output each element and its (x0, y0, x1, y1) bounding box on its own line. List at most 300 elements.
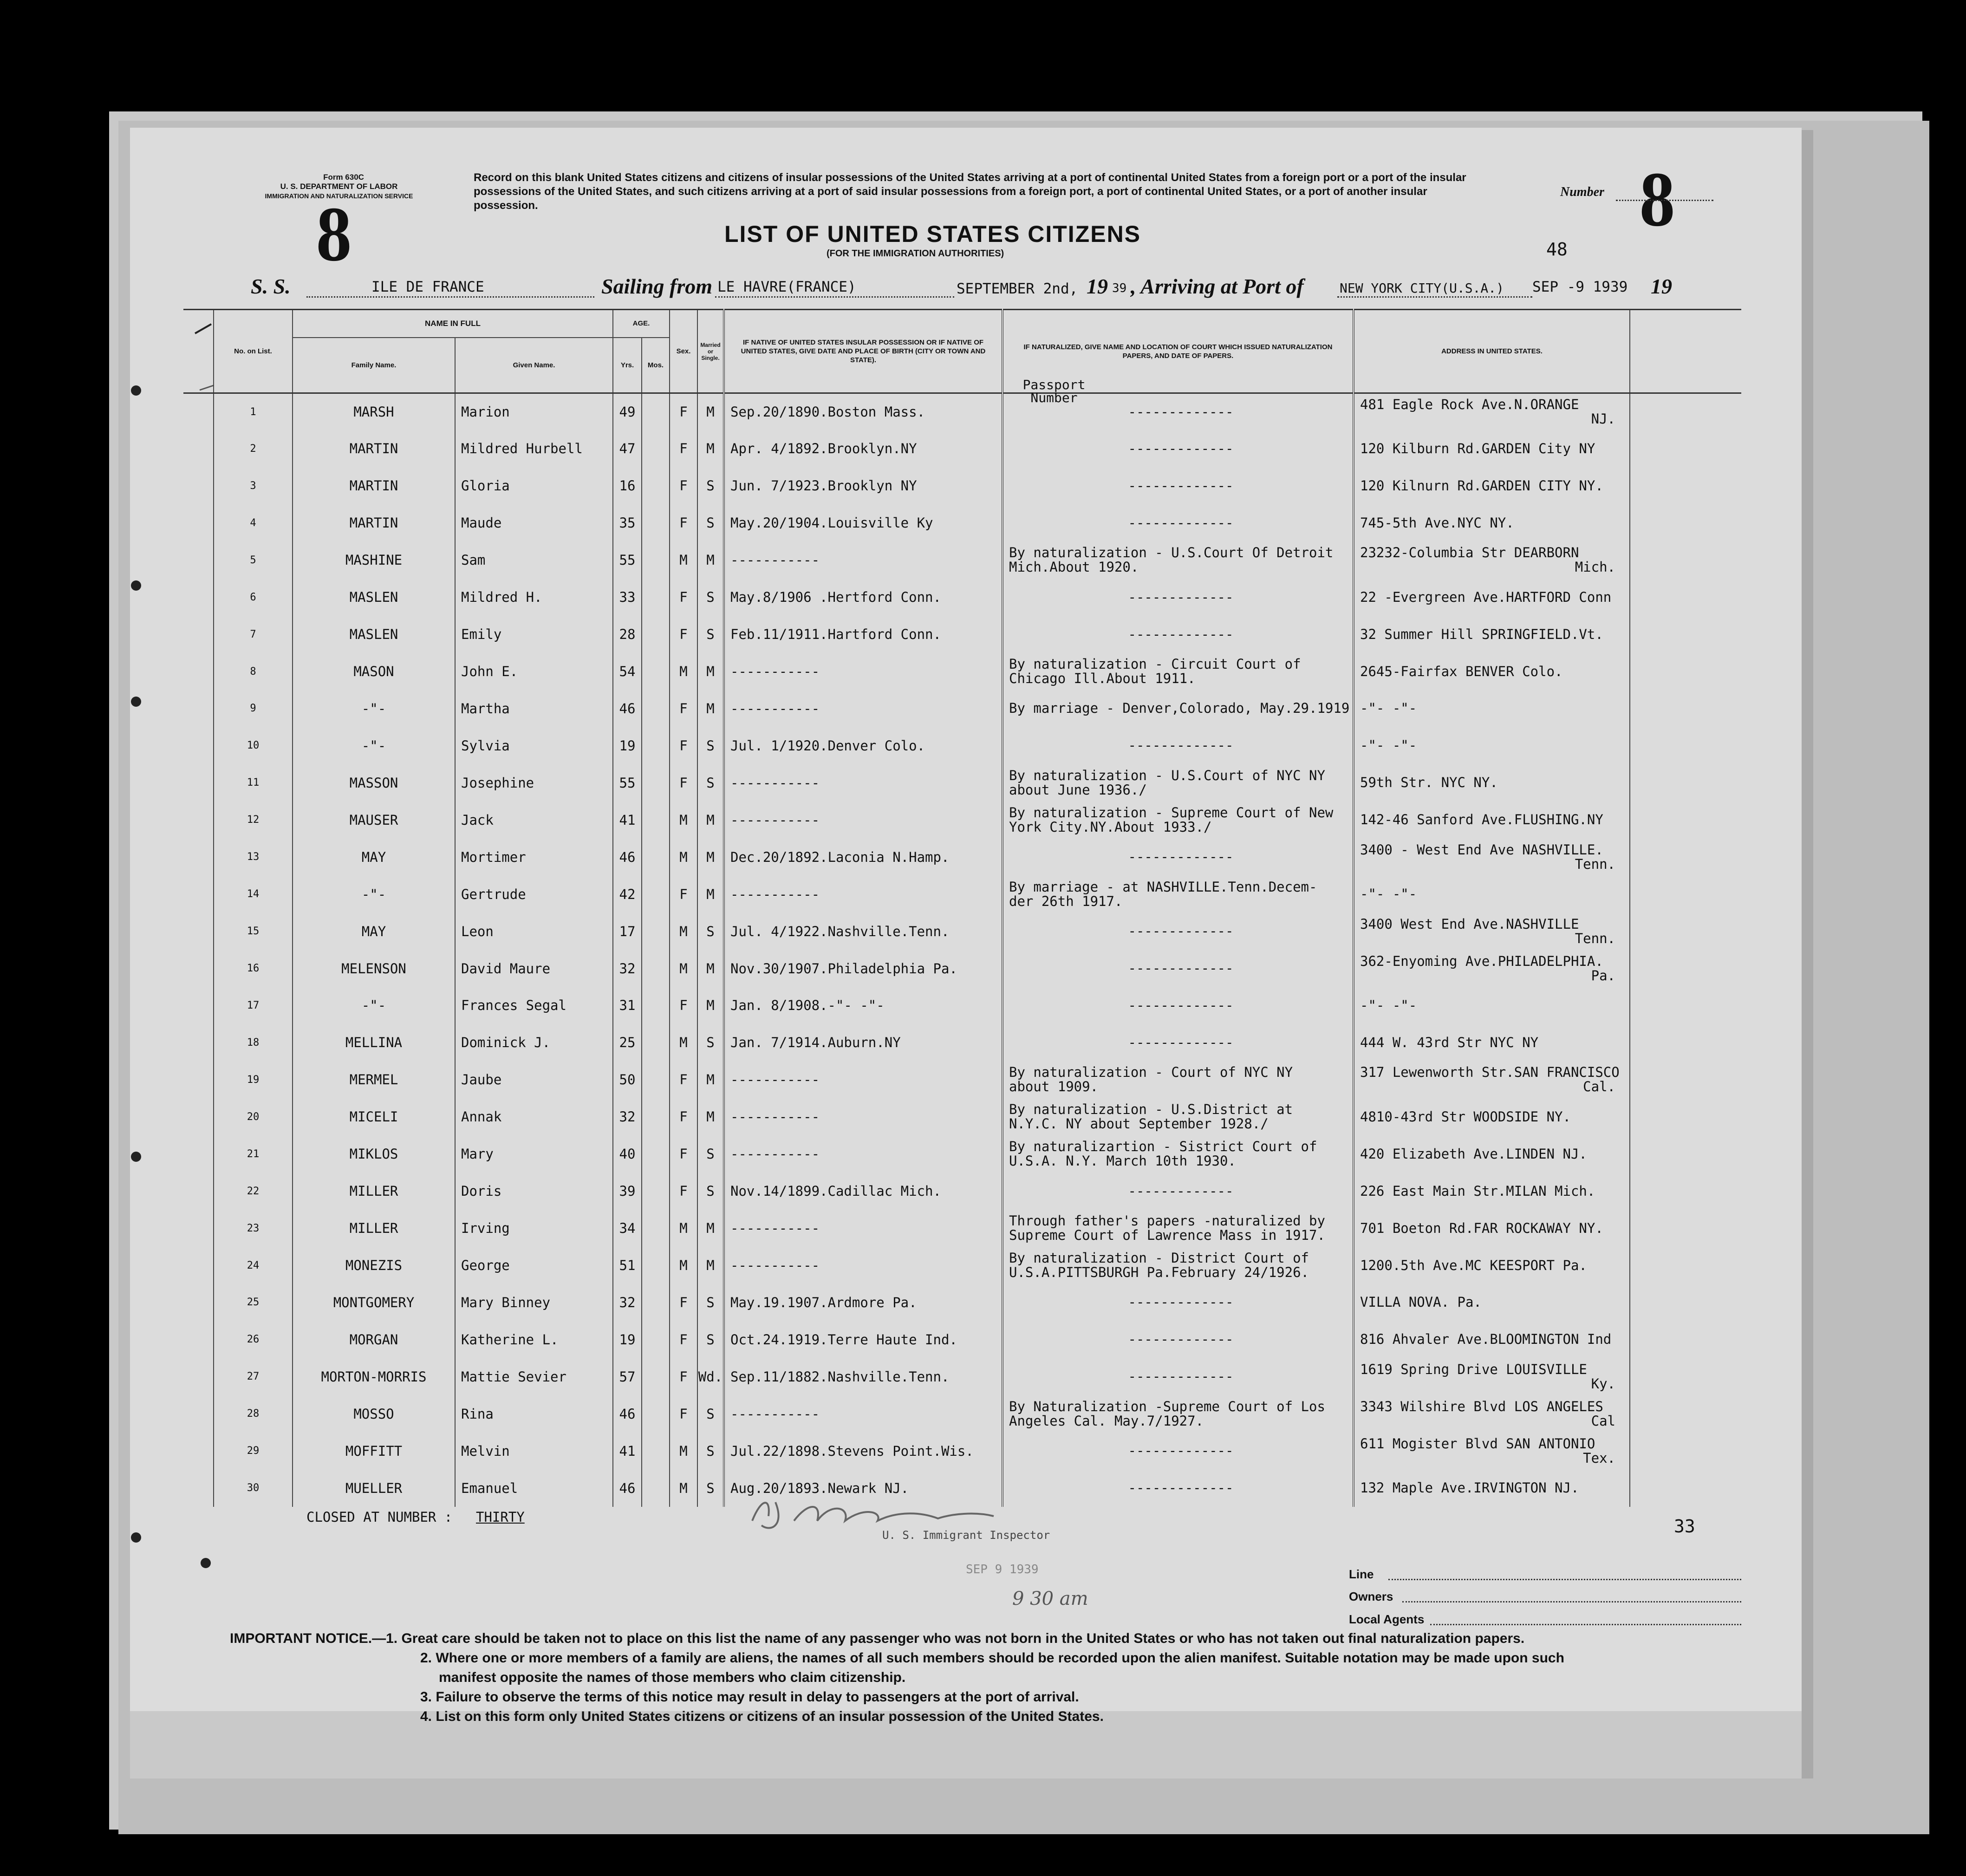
time-note: 9 30 am (1012, 1588, 1088, 1609)
page-mark: 48 (1546, 239, 1568, 260)
extra-cell (1630, 1135, 1741, 1172)
address (1354, 430, 1630, 467)
col-header-age: AGE. (613, 310, 670, 338)
table-row (183, 1321, 1741, 1358)
row-check-cell (183, 1247, 214, 1284)
address (1354, 764, 1630, 801)
passport-number (1002, 1108, 1003, 1124)
age-years: 49 (613, 393, 642, 430)
marital-status: M (697, 541, 724, 579)
birth-cell (724, 541, 1003, 579)
marital-status: S (697, 1470, 724, 1507)
given-name: Rina (455, 1395, 613, 1433)
naturalization-info (1003, 1024, 1354, 1061)
passport-number (1002, 626, 1003, 642)
address (1354, 913, 1630, 950)
address-line-1: 481 Eagle Rock Ave.N.ORANGE (1360, 397, 1579, 413)
table-row (183, 950, 1741, 987)
mos-cell (642, 1135, 670, 1172)
mos-cell (642, 1172, 670, 1210)
birth-cell (724, 1358, 1003, 1395)
given-name: Gloria (455, 467, 613, 504)
marital-status: S (697, 579, 724, 616)
naturalization-line-1: ------------- (1128, 589, 1234, 605)
sex: M (670, 1470, 697, 1507)
address-line-1: 120 Kilburn Rd.GARDEN City NY (1360, 440, 1595, 456)
family-name: MUELLER (293, 1470, 455, 1507)
marital-status: M (697, 1061, 724, 1098)
marital-status: S (697, 1395, 724, 1433)
birth-info: ----------- (730, 775, 820, 791)
passport-number (1002, 515, 1003, 530)
address-line-1: 3400 - West End Ave NASHVILLE. (1360, 841, 1603, 858)
given-name: David Maure (455, 950, 613, 987)
age-years: 39 (613, 1172, 642, 1210)
birth-info: Oct.24.1919.Terre Haute Ind. (730, 1331, 957, 1348)
birth-info: May.8/1906 .Hertford Conn. (730, 589, 941, 606)
naturalization-line-1: ------------- (1128, 1294, 1234, 1310)
mos-cell (642, 1247, 670, 1284)
birth-info: ----------- (730, 1109, 820, 1125)
address-line-1: 120 Kilnurn Rd.GARDEN CITY NY. (1360, 477, 1603, 494)
row-number: 23 (214, 1210, 293, 1247)
birth-info: Apr. 4/1892.Brooklyn.NY (730, 441, 917, 457)
marital-status: S (697, 1024, 724, 1061)
marital-status: S (697, 616, 724, 653)
punch-hole (131, 1532, 141, 1543)
passport-number (1002, 812, 1003, 827)
naturalization-info (1003, 1321, 1354, 1358)
naturalization-line-2: U.S.A. N.Y. March 10th 1930. (1009, 1153, 1236, 1169)
sex: M (670, 541, 697, 579)
address (1354, 1284, 1630, 1321)
age-years: 35 (613, 504, 642, 541)
extra-cell (1630, 1247, 1741, 1284)
row-number: 21 (214, 1135, 293, 1172)
birth-info: ----------- (730, 1220, 820, 1237)
birth-cell (724, 950, 1003, 987)
birth-cell (724, 504, 1003, 541)
row-number: 29 (214, 1433, 293, 1470)
row-check-cell (183, 616, 214, 653)
extra-cell (1630, 1172, 1741, 1210)
age-years: 47 (613, 430, 642, 467)
family-name: MORTON-MORRIS (293, 1358, 455, 1395)
row-number: 22 (214, 1172, 293, 1210)
port-underline (1337, 296, 1532, 298)
family-name: -"- (293, 987, 455, 1024)
row-check-cell (183, 1210, 214, 1247)
notice-2a: 2. Where one or more members of a family are aliens, the names of all such members should be recorded upon the alien manifest. Suitable notation may be made upon such (420, 1650, 1564, 1666)
row-check-cell (183, 1061, 214, 1098)
mos-cell (642, 1395, 670, 1433)
row-number: 5 (214, 541, 293, 579)
notice-heading: IMPORTANT NOTICE. (230, 1631, 372, 1646)
given-name: Leon (455, 913, 613, 950)
table-row (183, 727, 1741, 764)
row-number: 4 (214, 504, 293, 541)
table-row (183, 876, 1741, 913)
passport-number (1002, 552, 1003, 567)
address (1354, 616, 1630, 653)
sex: M (670, 950, 697, 987)
sailing-label: Sailing from (601, 274, 713, 298)
address-line-1: -"- -"- (1360, 886, 1417, 902)
age-years: 57 (613, 1358, 642, 1395)
table-row (183, 393, 1741, 430)
naturalization-line-1: By marriage - at NASHVILLE.Tenn.Decem- (1009, 879, 1317, 895)
birth-cell (724, 393, 1003, 430)
sex: F (670, 1172, 697, 1210)
row-check-cell (183, 876, 214, 913)
page-total: 33 (1674, 1516, 1695, 1537)
given-name: Mary Binney (455, 1284, 613, 1321)
extra-cell (1630, 876, 1741, 913)
birth-cell (724, 1247, 1003, 1284)
address-line-1: 3400 West End Ave.NASHVILLE (1360, 916, 1579, 932)
extra-cell (1630, 1470, 1741, 1507)
row-check-cell (183, 1395, 214, 1433)
passport-number (1002, 663, 1003, 679)
col-header-sex: Sex. (670, 310, 697, 393)
sex: F (670, 1321, 697, 1358)
table-row (183, 690, 1741, 727)
address (1354, 1395, 1630, 1433)
passport-header: Passport Number (1022, 377, 1086, 405)
address (1354, 1433, 1630, 1470)
row-check-cell (183, 1470, 214, 1507)
mos-cell (642, 1284, 670, 1321)
mos-cell (642, 1433, 670, 1470)
sex: F (670, 616, 697, 653)
naturalization-line-1: ------------- (1128, 1183, 1234, 1199)
sex: F (670, 690, 697, 727)
table-row (183, 764, 1741, 801)
sex: M (670, 1210, 697, 1247)
row-check-cell (183, 1284, 214, 1321)
extra-cell (1630, 616, 1741, 653)
address-line-1: 2645-Fairfax BENVER Colo. (1360, 663, 1563, 679)
arriving-port: NEW YORK CITY(U.S.A.) (1340, 280, 1504, 296)
passport-number (1002, 1257, 1003, 1273)
year2: 19 (1651, 274, 1672, 298)
row-check-cell (183, 913, 214, 950)
marital-status: S (697, 467, 724, 504)
birth-cell (724, 876, 1003, 913)
given-name: Irving (455, 1210, 613, 1247)
age-years: 19 (613, 1321, 642, 1358)
family-name: MELLINA (293, 1024, 455, 1061)
sex: F (670, 1135, 697, 1172)
extra-cell (1630, 541, 1741, 579)
ship-underline (306, 296, 594, 298)
birth-info: Jul. 1/1920.Denver Colo. (730, 737, 925, 754)
address-line-1: 816 Ahvaler Ave.BLOOMINGTON Ind (1360, 1331, 1612, 1348)
naturalization-info (1003, 541, 1354, 579)
given-name: Martha (455, 690, 613, 727)
table-row (183, 1024, 1741, 1061)
age-years: 34 (613, 1210, 642, 1247)
given-name: Mildred H. (455, 579, 613, 616)
age-years: 55 (613, 541, 642, 579)
row-check-cell (183, 653, 214, 690)
row-number: 2 (214, 430, 293, 467)
naturalization-info (1003, 913, 1354, 950)
family-name: MONEZIS (293, 1247, 455, 1284)
birth-info: Jul. 4/1922.Nashville.Tenn. (730, 923, 950, 939)
family-name: -"- (293, 876, 455, 913)
extra-cell (1630, 467, 1741, 504)
table-row (183, 987, 1741, 1024)
extra-cell (1630, 727, 1741, 764)
col-header-naturalized: IF NATURALIZED, GIVE NAME AND LOCATION OF COURT WHICH ISSUED NATURALIZATION PAPERS, AND DATE OF PAPERS. (1003, 310, 1354, 393)
mos-cell (642, 393, 670, 430)
row-number: 25 (214, 1284, 293, 1321)
birth-cell (724, 430, 1003, 467)
mos-cell (642, 987, 670, 1024)
address-line-2: Cal. (1583, 1079, 1615, 1095)
notice-1 (230, 1629, 1524, 1648)
passport-number (1002, 960, 1003, 976)
naturalization-info (1003, 1061, 1354, 1098)
sex: F (670, 1395, 697, 1433)
naturalization-line-2: about June 1936./ (1009, 782, 1147, 798)
birth-cell (724, 913, 1003, 950)
age-years: 32 (613, 1284, 642, 1321)
ss-label: S. S. (251, 274, 291, 298)
family-name: MARTIN (293, 467, 455, 504)
age-years: 40 (613, 1135, 642, 1172)
naturalization-info (1003, 1433, 1354, 1470)
age-years: 25 (613, 1024, 642, 1061)
address-line-1: 142-46 Sanford Ave.FLUSHING.NY (1360, 812, 1603, 828)
given-name: Mary (455, 1135, 613, 1172)
age-years: 46 (613, 839, 642, 876)
sex: M (670, 1247, 697, 1284)
family-name: MELENSON (293, 950, 455, 987)
birth-cell (724, 727, 1003, 764)
naturalization-info (1003, 1135, 1354, 1172)
naturalization-info (1003, 1284, 1354, 1321)
age-years: 19 (613, 727, 642, 764)
marital-status: M (697, 876, 724, 913)
given-name: Jack (455, 801, 613, 839)
address-line-1: 22 -Evergreen Ave.HARTFORD Conn (1360, 589, 1612, 605)
table-row (183, 913, 1741, 950)
birth-info: Jan. 8/1908.-"- -"- (730, 997, 885, 1014)
citizens-table (183, 309, 1741, 1507)
mos-cell (642, 1061, 670, 1098)
birth-info: ----------- (730, 1406, 820, 1422)
col-header-given: Given Name. (455, 338, 613, 393)
extra-cell (1630, 504, 1741, 541)
birth-cell (724, 616, 1003, 653)
ship-name: ILE DE FRANCE (371, 279, 484, 295)
address-line-1: 3343 Wilshire Blvd LOS ANGELES (1360, 1398, 1603, 1414)
address-line-1: 1619 Spring Drive LOUISVILLE (1360, 1361, 1587, 1377)
family-name: MICELI (293, 1098, 455, 1135)
birth-cell (724, 653, 1003, 690)
table-row (183, 1358, 1741, 1395)
given-name: Maude (455, 504, 613, 541)
family-name: MASLEN (293, 579, 455, 616)
address (1354, 579, 1630, 616)
notice-3: 3. Failure to observe the terms of this notice may result in delay to passengers at the port of arrival. (420, 1689, 1079, 1705)
age-years: 32 (613, 1098, 642, 1135)
family-name: MORGAN (293, 1321, 455, 1358)
table-row (183, 1135, 1741, 1172)
naturalization-line-1: ------------- (1128, 477, 1234, 494)
naturalization-info (1003, 876, 1354, 913)
extra-cell (1630, 393, 1741, 430)
table-row (183, 653, 1741, 690)
extra-cell (1630, 1395, 1741, 1433)
row-number: 15 (214, 913, 293, 950)
row-check-cell (183, 839, 214, 876)
marital-status: M (697, 987, 724, 1024)
row-number: 6 (214, 579, 293, 616)
extra-cell (1630, 839, 1741, 876)
owners-label: Owners (1349, 1589, 1393, 1603)
extra-cell (1630, 801, 1741, 839)
address (1354, 1358, 1630, 1395)
age-years: 55 (613, 764, 642, 801)
mos-cell (642, 1321, 670, 1358)
passport-number (1002, 737, 1003, 753)
marital-status: S (697, 727, 724, 764)
row-number: 20 (214, 1098, 293, 1135)
birth-cell (724, 1210, 1003, 1247)
table-row (183, 579, 1741, 616)
sex: F (670, 430, 697, 467)
naturalization-line-1: ------------- (1128, 737, 1234, 754)
naturalization-line-2: N.Y.C. NY about September 1928./ (1009, 1116, 1269, 1132)
table-row (183, 1098, 1741, 1135)
marital-status: S (697, 1321, 724, 1358)
inspector-label: U. S. Immigrant Inspector (882, 1529, 1050, 1542)
table-row (183, 430, 1741, 467)
extra-cell (1630, 1358, 1741, 1395)
naturalization-line-1: ------------- (1128, 1443, 1234, 1459)
line-underline (1388, 1579, 1741, 1580)
address (1354, 653, 1630, 690)
given-name: Emanuel (455, 1470, 613, 1507)
birth-info: ----------- (730, 700, 820, 717)
address (1354, 950, 1630, 987)
row-check-cell (183, 1024, 214, 1061)
birth-info: ----------- (730, 1072, 820, 1088)
given-name: Mattie Sevier (455, 1358, 613, 1395)
age-years: 42 (613, 876, 642, 913)
passport-number (1002, 1183, 1003, 1199)
naturalization-line-1: ------------- (1128, 849, 1234, 865)
naturalization-line-1: By marriage - Denver,Colorado, May.29.1919 (1009, 700, 1350, 717)
address (1354, 1098, 1630, 1135)
naturalization-info (1003, 430, 1354, 467)
address-line-1: 420 Elizabeth Ave.LINDEN NJ. (1360, 1146, 1587, 1162)
table-row (183, 1284, 1741, 1321)
address-line-1: 701 Boeton Rd.FAR ROCKAWAY NY. (1360, 1220, 1603, 1236)
age-years: 28 (613, 616, 642, 653)
address-line-1: 362-Enyoming Ave.PHILADELPHIA. (1360, 953, 1603, 969)
table-row (183, 616, 1741, 653)
family-name: MARTIN (293, 430, 455, 467)
naturalization-info (1003, 690, 1354, 727)
naturalization-info (1003, 467, 1354, 504)
birth-cell (724, 1135, 1003, 1172)
age-years: 32 (613, 950, 642, 987)
age-years: 17 (613, 913, 642, 950)
col-header-name: NAME IN FULL (293, 310, 613, 338)
sex: M (670, 839, 697, 876)
birth-info: ----------- (730, 664, 820, 680)
birth-info: Dec.20/1892.Laconia N.Hamp. (730, 849, 950, 865)
year-prefix: 19 (1087, 274, 1108, 298)
extra-cell (1630, 1024, 1741, 1061)
age-years: 46 (613, 1470, 642, 1507)
row-number: 27 (214, 1358, 293, 1395)
family-name: MASSON (293, 764, 455, 801)
given-name: George (455, 1247, 613, 1284)
sex: F (670, 1358, 697, 1395)
col-header-married: Married or Single. (697, 310, 724, 393)
table-row (183, 839, 1741, 876)
given-name: Sylvia (455, 727, 613, 764)
extra-cell (1630, 653, 1741, 690)
passport-number (1002, 1443, 1003, 1459)
age-years: 41 (613, 801, 642, 839)
mos-cell (642, 1024, 670, 1061)
sex: F (670, 987, 697, 1024)
passport-number (1002, 589, 1003, 605)
punch-hole (131, 1152, 141, 1162)
punch-hole (131, 697, 141, 707)
owners-underline (1402, 1601, 1741, 1602)
naturalization-line-1: ------------- (1128, 1331, 1234, 1348)
given-name: Melvin (455, 1433, 613, 1470)
naturalization-line-1: ------------- (1128, 515, 1234, 531)
naturalization-info (1003, 727, 1354, 764)
birth-info: ----------- (730, 886, 820, 902)
naturalization-line-1: ------------- (1128, 440, 1234, 456)
date-stamp: SEP 9 1939 (966, 1563, 1039, 1576)
row-check-cell (183, 504, 214, 541)
address (1354, 1210, 1630, 1247)
birth-cell (724, 1024, 1003, 1061)
given-name: Emily (455, 616, 613, 653)
given-name: Josephine (455, 764, 613, 801)
row-check-cell (183, 690, 214, 727)
birth-info: May.20/1904.Louisville Ky (730, 515, 933, 531)
naturalization-line-2: Mich.About 1920. (1009, 559, 1139, 575)
naturalization-info (1003, 579, 1354, 616)
birth-cell (724, 690, 1003, 727)
marital-status: M (697, 690, 724, 727)
marital-status: M (697, 839, 724, 876)
row-check-cell (183, 1321, 214, 1358)
sex: F (670, 727, 697, 764)
department-name: U. S. DEPARTMENT OF LABOR (280, 182, 398, 191)
marital-status: S (697, 504, 724, 541)
sailing-date: SEPTEMBER 2nd, (957, 280, 1078, 297)
family-name: MARTIN (293, 504, 455, 541)
row-check-cell (183, 541, 214, 579)
birth-info: ----------- (730, 1257, 820, 1274)
naturalization-line-2: Supreme Court of Lawrence Mass in 1917. (1009, 1227, 1325, 1244)
col-header-yrs: Yrs. (613, 338, 642, 393)
notice-4: 4. List on this form only United States citizens or citizens of an insular possession of the United States. (420, 1709, 1104, 1724)
naturalization-line-2: about 1909. (1009, 1079, 1099, 1095)
